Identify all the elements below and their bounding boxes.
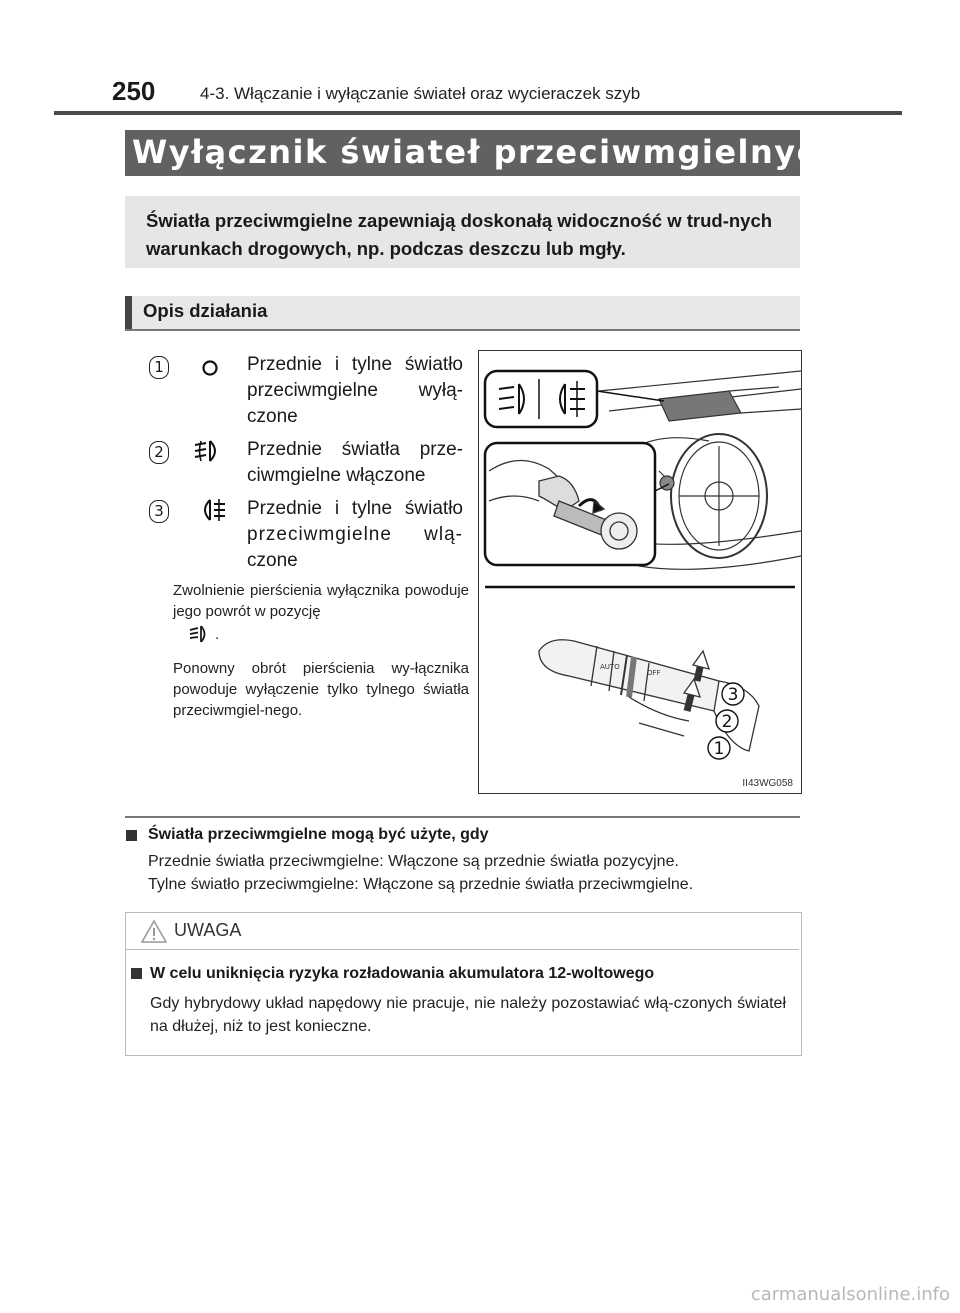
page-number: 250 xyxy=(112,76,156,106)
lever-label-off: OFF xyxy=(647,669,661,677)
item-1-line-1: Przednie i tylne światło xyxy=(247,354,463,375)
warning-bullet-icon xyxy=(131,968,142,979)
rear-fog-icon xyxy=(196,497,230,523)
note-1-text: Zwolnienie pierścienia wyłącznika powoduje jego powrót w pozycję xyxy=(173,582,469,620)
item-2-text xyxy=(247,437,463,489)
warning-label: UWAGA xyxy=(174,920,242,940)
chapter-title: 4-3. Włączanie i wyłączanie świateł oraz wycieraczek szyb xyxy=(200,84,641,103)
callout-1: 1 xyxy=(713,739,725,759)
conditions-divider xyxy=(125,816,800,818)
off-circle-icon xyxy=(201,359,219,377)
item-1-number: 1 xyxy=(149,356,169,379)
item-3-number: 3 xyxy=(149,500,169,523)
item-2-line-2: ciwmgielne włączone xyxy=(247,465,426,486)
figure-illustration xyxy=(478,350,802,794)
note-1-end: . xyxy=(215,626,220,643)
item-3-line-2: przeciwmgielne wlą- xyxy=(247,524,463,545)
header-divider xyxy=(54,111,902,115)
item-1-line-2: przeciwmgielne wyłą- xyxy=(247,380,463,401)
warning-subheading: W celu uniknięcia ryzyka rozładowania akumulatora 12-woltowego xyxy=(150,965,655,982)
figure-code: II43WG058 xyxy=(742,778,793,789)
item-1-line-3: czone xyxy=(247,406,298,427)
section-title: Opis działania xyxy=(143,300,268,321)
item-3-line-3: czone xyxy=(247,550,298,571)
item-2-line-1: Przednie światła prze- xyxy=(247,439,463,460)
warning-body: Gdy hybrydowy układ napędowy nie pracuje, nie należy pozostawiać włą-czonych świateł na dłużej, niż to jest konieczne. xyxy=(150,995,786,1035)
item-2-number: 2 xyxy=(149,441,169,464)
section-underline xyxy=(125,329,800,331)
front-fog-icon xyxy=(190,438,224,464)
bullet-square-icon xyxy=(126,830,137,841)
section-accent xyxy=(125,296,132,330)
item-3-line-1: Przednie i tylne światło xyxy=(247,498,463,519)
callout-2: 2 xyxy=(721,712,733,732)
conditions-line-2: Tylne światło przeciwmgielne: Włączone są przednie światła przeciwmgielne. xyxy=(148,876,694,893)
warning-triangle-icon xyxy=(140,919,168,944)
item-3-text xyxy=(247,496,463,574)
intro-text: Światła przeciwmgielne zapewniają doskonałą widoczność w trud-nych warunkach drogowych, np. podczas deszczu lub mgły. xyxy=(146,210,773,259)
front-fog-icon xyxy=(187,624,211,644)
note-rotate-again: Ponowny obrót pierścienia wy-łącznika powoduje wyłączenie tylko tylnego światła przeciwmgiel-nego. xyxy=(173,660,469,719)
lever-label-auto: AUTO xyxy=(600,663,620,671)
callout-3: 3 xyxy=(727,685,739,705)
page-title: Wyłącznik świateł przeciwmgielnych xyxy=(132,133,842,171)
conditions-heading: Światła przeciwmgielne mogą być użyte, gdy xyxy=(148,826,489,843)
conditions-line-1: Przednie światła przeciwmgielne: Włączone są przednie światła pozycyjne. xyxy=(148,853,679,870)
footer-watermark: carmanualsonline.info xyxy=(750,1284,950,1305)
item-1-text xyxy=(247,352,463,430)
dashboard-lever-drawing xyxy=(479,351,801,793)
note-release-ring xyxy=(173,580,469,648)
